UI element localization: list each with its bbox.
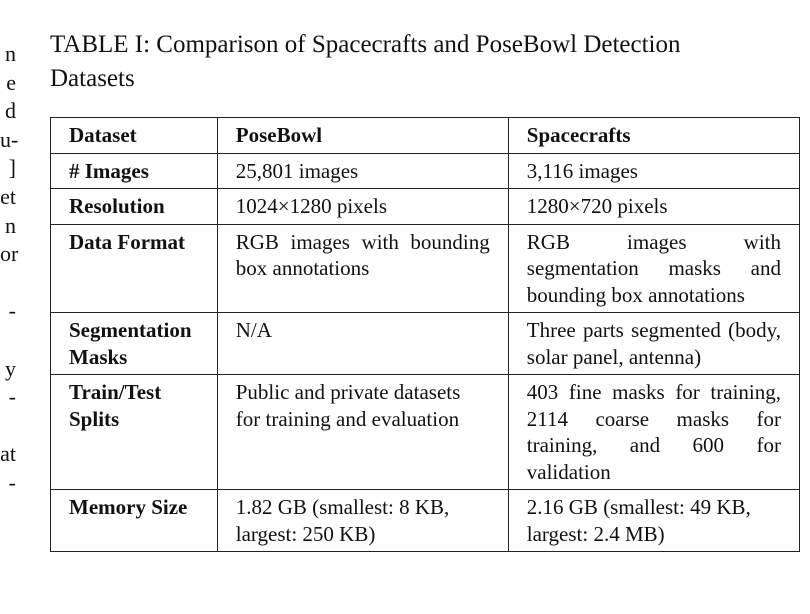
header-dataset: Dataset: [51, 118, 218, 154]
row-label: # Images: [51, 153, 218, 189]
spacecrafts-cell: 3,116 images: [508, 153, 799, 189]
row-label: Train/Test Splits: [51, 375, 218, 490]
header-posebowl: PoseBowl: [217, 118, 508, 154]
table-row: [51, 224, 800, 313]
left-column-fragment: et: [0, 183, 16, 209]
table-caption: [50, 28, 810, 96]
spacecrafts-cell: 1280×720 pixels: [508, 189, 799, 225]
posebowl-cell: Public and private datasets for training and evaluation: [217, 375, 508, 490]
left-column-fragment: ]: [8, 155, 16, 181]
posebowl-cell: N/A: [217, 313, 508, 375]
left-column-fragment: -: [8, 469, 16, 495]
left-column-fragment: d: [5, 98, 16, 124]
table-row: [51, 153, 800, 189]
row-label: Data Format: [51, 224, 218, 313]
spacecrafts-cell: RGB images with segmentation masks and bounding box annotations: [508, 224, 799, 313]
table-header-row: [51, 118, 800, 154]
table-row: [51, 375, 800, 490]
spacecrafts-cell: 2.16 GB (smallest: 49 KB, largest: 2.4 MB): [508, 490, 799, 552]
left-column-fragment: u-: [0, 126, 19, 152]
table-row: [51, 189, 800, 225]
spacecrafts-cell: Three parts segmented (body, solar panel, antenna): [508, 313, 799, 375]
left-column-fragment: at: [0, 441, 16, 467]
posebowl-cell: RGB images with bounding box annotations: [217, 224, 508, 313]
left-column-fragment: e: [6, 69, 16, 95]
left-column-fragment: or: [0, 241, 19, 267]
row-label: Segmentation Masks: [51, 313, 218, 375]
posebowl-cell: 1024×1280 pixels: [217, 189, 508, 225]
table-caption-line-2: Datasets: [50, 65, 135, 92]
left-column-fragment: [0, 326, 16, 355]
left-column-fragment: y: [5, 355, 16, 381]
posebowl-cell: 25,801 images: [217, 153, 508, 189]
left-column-fragment: [0, 412, 16, 441]
left-column-fragment: [0, 269, 16, 298]
left-column-fragment: n: [5, 212, 16, 238]
table-row: [51, 490, 800, 552]
row-label: Memory Size: [51, 490, 218, 552]
spacecrafts-cell: 403 fine masks for training, 2114 coarse masks for training, and 600 for validation: [508, 375, 799, 490]
header-spacecrafts: Spacecrafts: [508, 118, 799, 154]
row-label: Resolution: [51, 189, 218, 225]
posebowl-cell: 1.82 GB (smallest: 8 KB, largest: 250 KB): [217, 490, 508, 552]
left-column-fragment: n: [5, 41, 16, 66]
left-column-text-fragment: [0, 40, 19, 498]
left-column-fragment: -: [8, 384, 16, 410]
comparison-table: [50, 117, 800, 552]
left-column-fragment: -: [8, 298, 16, 324]
table-row: [51, 313, 800, 375]
table-caption-line-1: TABLE I: Comparison of Spacecrafts and PoseBowl Detection: [50, 31, 681, 58]
